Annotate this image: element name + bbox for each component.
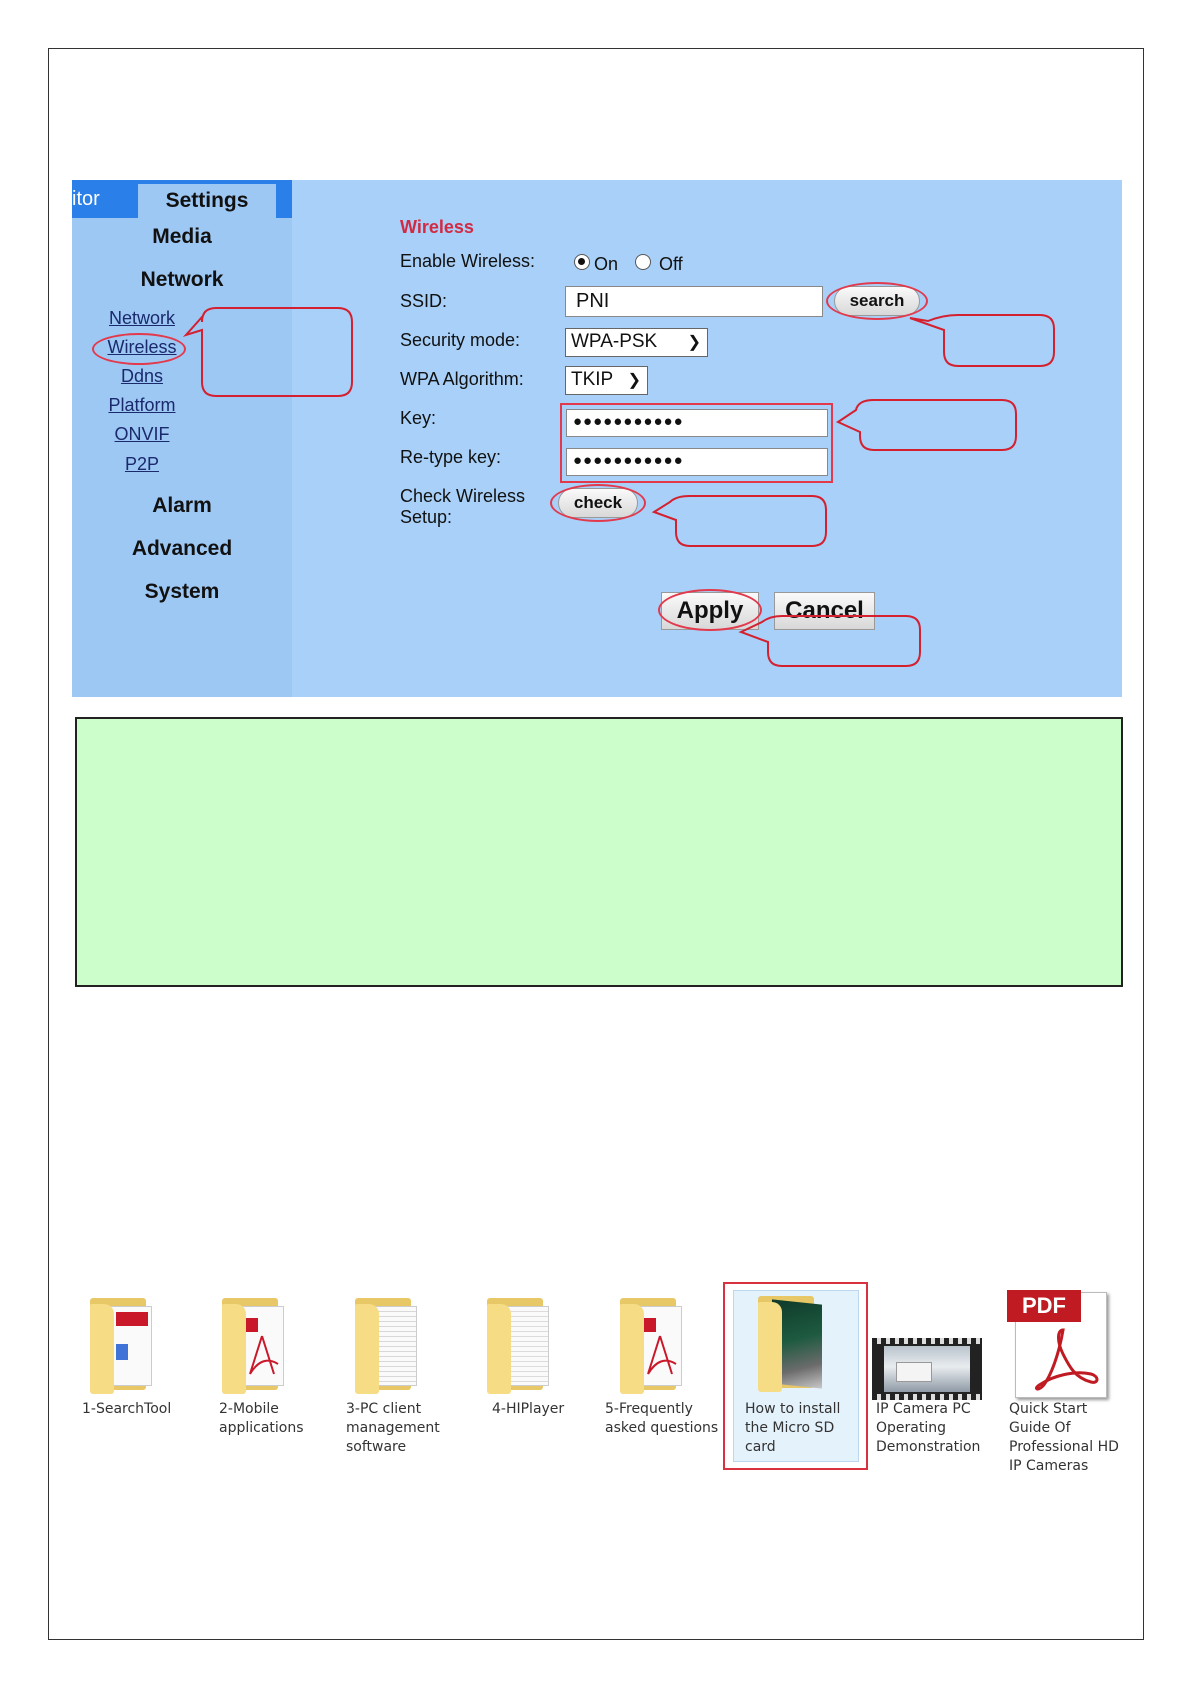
acrobat-icon: [242, 1334, 282, 1380]
file-label: the Micro SD: [745, 1420, 835, 1436]
search-button[interactable]: search: [834, 286, 920, 316]
note-box: [75, 717, 1123, 987]
sublink-onvif[interactable]: ONVIF: [114, 424, 170, 444]
sublink-ddns[interactable]: Ddns: [120, 366, 164, 386]
folder-icon[interactable]: [487, 1298, 567, 1398]
check-setup-label-line1: Check Wireless: [400, 486, 526, 506]
radio-on-label: On: [594, 254, 619, 274]
file-label: 4-HIPlayer: [492, 1401, 565, 1417]
file-label: 1-SearchTool: [82, 1401, 172, 1417]
file-label: Demonstration: [876, 1439, 981, 1455]
check-button[interactable]: check: [558, 488, 638, 518]
file-label: software: [346, 1439, 407, 1455]
folder-icon[interactable]: [620, 1298, 700, 1398]
menu-advanced[interactable]: Advanced: [131, 537, 233, 560]
sublink-platform[interactable]: Platform: [108, 395, 176, 415]
callout-check-bubble: [654, 496, 826, 546]
radio-off-label: Off: [659, 254, 683, 274]
file-label: How to install: [745, 1401, 841, 1417]
video-file-icon[interactable]: [872, 1338, 982, 1400]
file-label: Quick Start: [1009, 1401, 1088, 1417]
menu-system[interactable]: System: [144, 580, 220, 603]
callout-key-bubble: [838, 400, 1016, 450]
file-label: 5-Frequently: [605, 1401, 693, 1417]
wpa-algorithm-label: WPA Algorithm:: [400, 369, 524, 389]
wireless-settings-panel: [72, 180, 1122, 697]
security-mode-value: WPA-PSK: [571, 331, 658, 352]
annotation-callouts: [72, 180, 1122, 697]
pdf-file-icon[interactable]: [1007, 1288, 1113, 1398]
security-mode-label: Security mode:: [400, 330, 521, 350]
file-label: Operating: [876, 1420, 946, 1436]
callout-apply-bubble: [741, 616, 920, 666]
file-label: Professional HD: [1009, 1439, 1119, 1455]
sublink-network[interactable]: Network: [108, 308, 175, 328]
sublink-p2p[interactable]: P2P: [124, 454, 160, 474]
file-label: applications: [219, 1420, 304, 1436]
folder-icon[interactable]: [90, 1298, 170, 1398]
sublink-wireless[interactable]: Wireless: [107, 337, 177, 357]
tab-settings[interactable]: Settings: [138, 184, 276, 218]
wpa-algorithm-value: TKIP: [571, 369, 614, 390]
file-label: management: [346, 1420, 440, 1436]
file-label: 3-PC client: [346, 1401, 422, 1417]
tab-monitor[interactable]: itor: [72, 188, 100, 210]
chevron-down-icon: ❯: [687, 334, 701, 351]
key-label: Key:: [400, 408, 437, 428]
ssid-input[interactable]: PNI: [565, 286, 823, 317]
folder-icon[interactable]: [355, 1298, 435, 1398]
menu-network[interactable]: Network: [140, 268, 224, 291]
file-label: IP Cameras: [1009, 1458, 1089, 1474]
enable-wireless-label: Enable Wireless:: [400, 251, 536, 271]
cancel-button[interactable]: Cancel: [774, 592, 875, 630]
callout-wireless-bubble: [186, 308, 352, 396]
folder-icon[interactable]: [758, 1296, 838, 1396]
file-label: asked questions: [605, 1420, 719, 1436]
file-label: IP Camera PC: [876, 1401, 971, 1417]
file-label: 2-Mobile: [219, 1401, 279, 1417]
check-setup-label-line2: Setup:: [400, 507, 453, 527]
acrobat-icon: [1029, 1326, 1101, 1392]
callout-search-bubble: [910, 315, 1054, 366]
retype-key-input[interactable]: ●●●●●●●●●●●: [566, 448, 828, 476]
menu-alarm[interactable]: Alarm: [152, 494, 212, 517]
key-input[interactable]: ●●●●●●●●●●●: [566, 409, 828, 437]
folder-icon[interactable]: [222, 1298, 302, 1398]
pdf-badge: PDF: [1007, 1290, 1081, 1322]
apply-button[interactable]: Apply: [661, 592, 759, 630]
menu-media[interactable]: Media: [152, 225, 212, 248]
section-title: Wireless: [400, 217, 474, 237]
retype-key-label: Re-type key:: [400, 447, 502, 467]
file-label: Guide Of: [1009, 1420, 1071, 1436]
chevron-down-icon: ❯: [627, 372, 641, 389]
ssid-label: SSID:: [400, 291, 448, 311]
acrobat-icon: [640, 1334, 680, 1380]
file-label: card: [745, 1439, 776, 1455]
